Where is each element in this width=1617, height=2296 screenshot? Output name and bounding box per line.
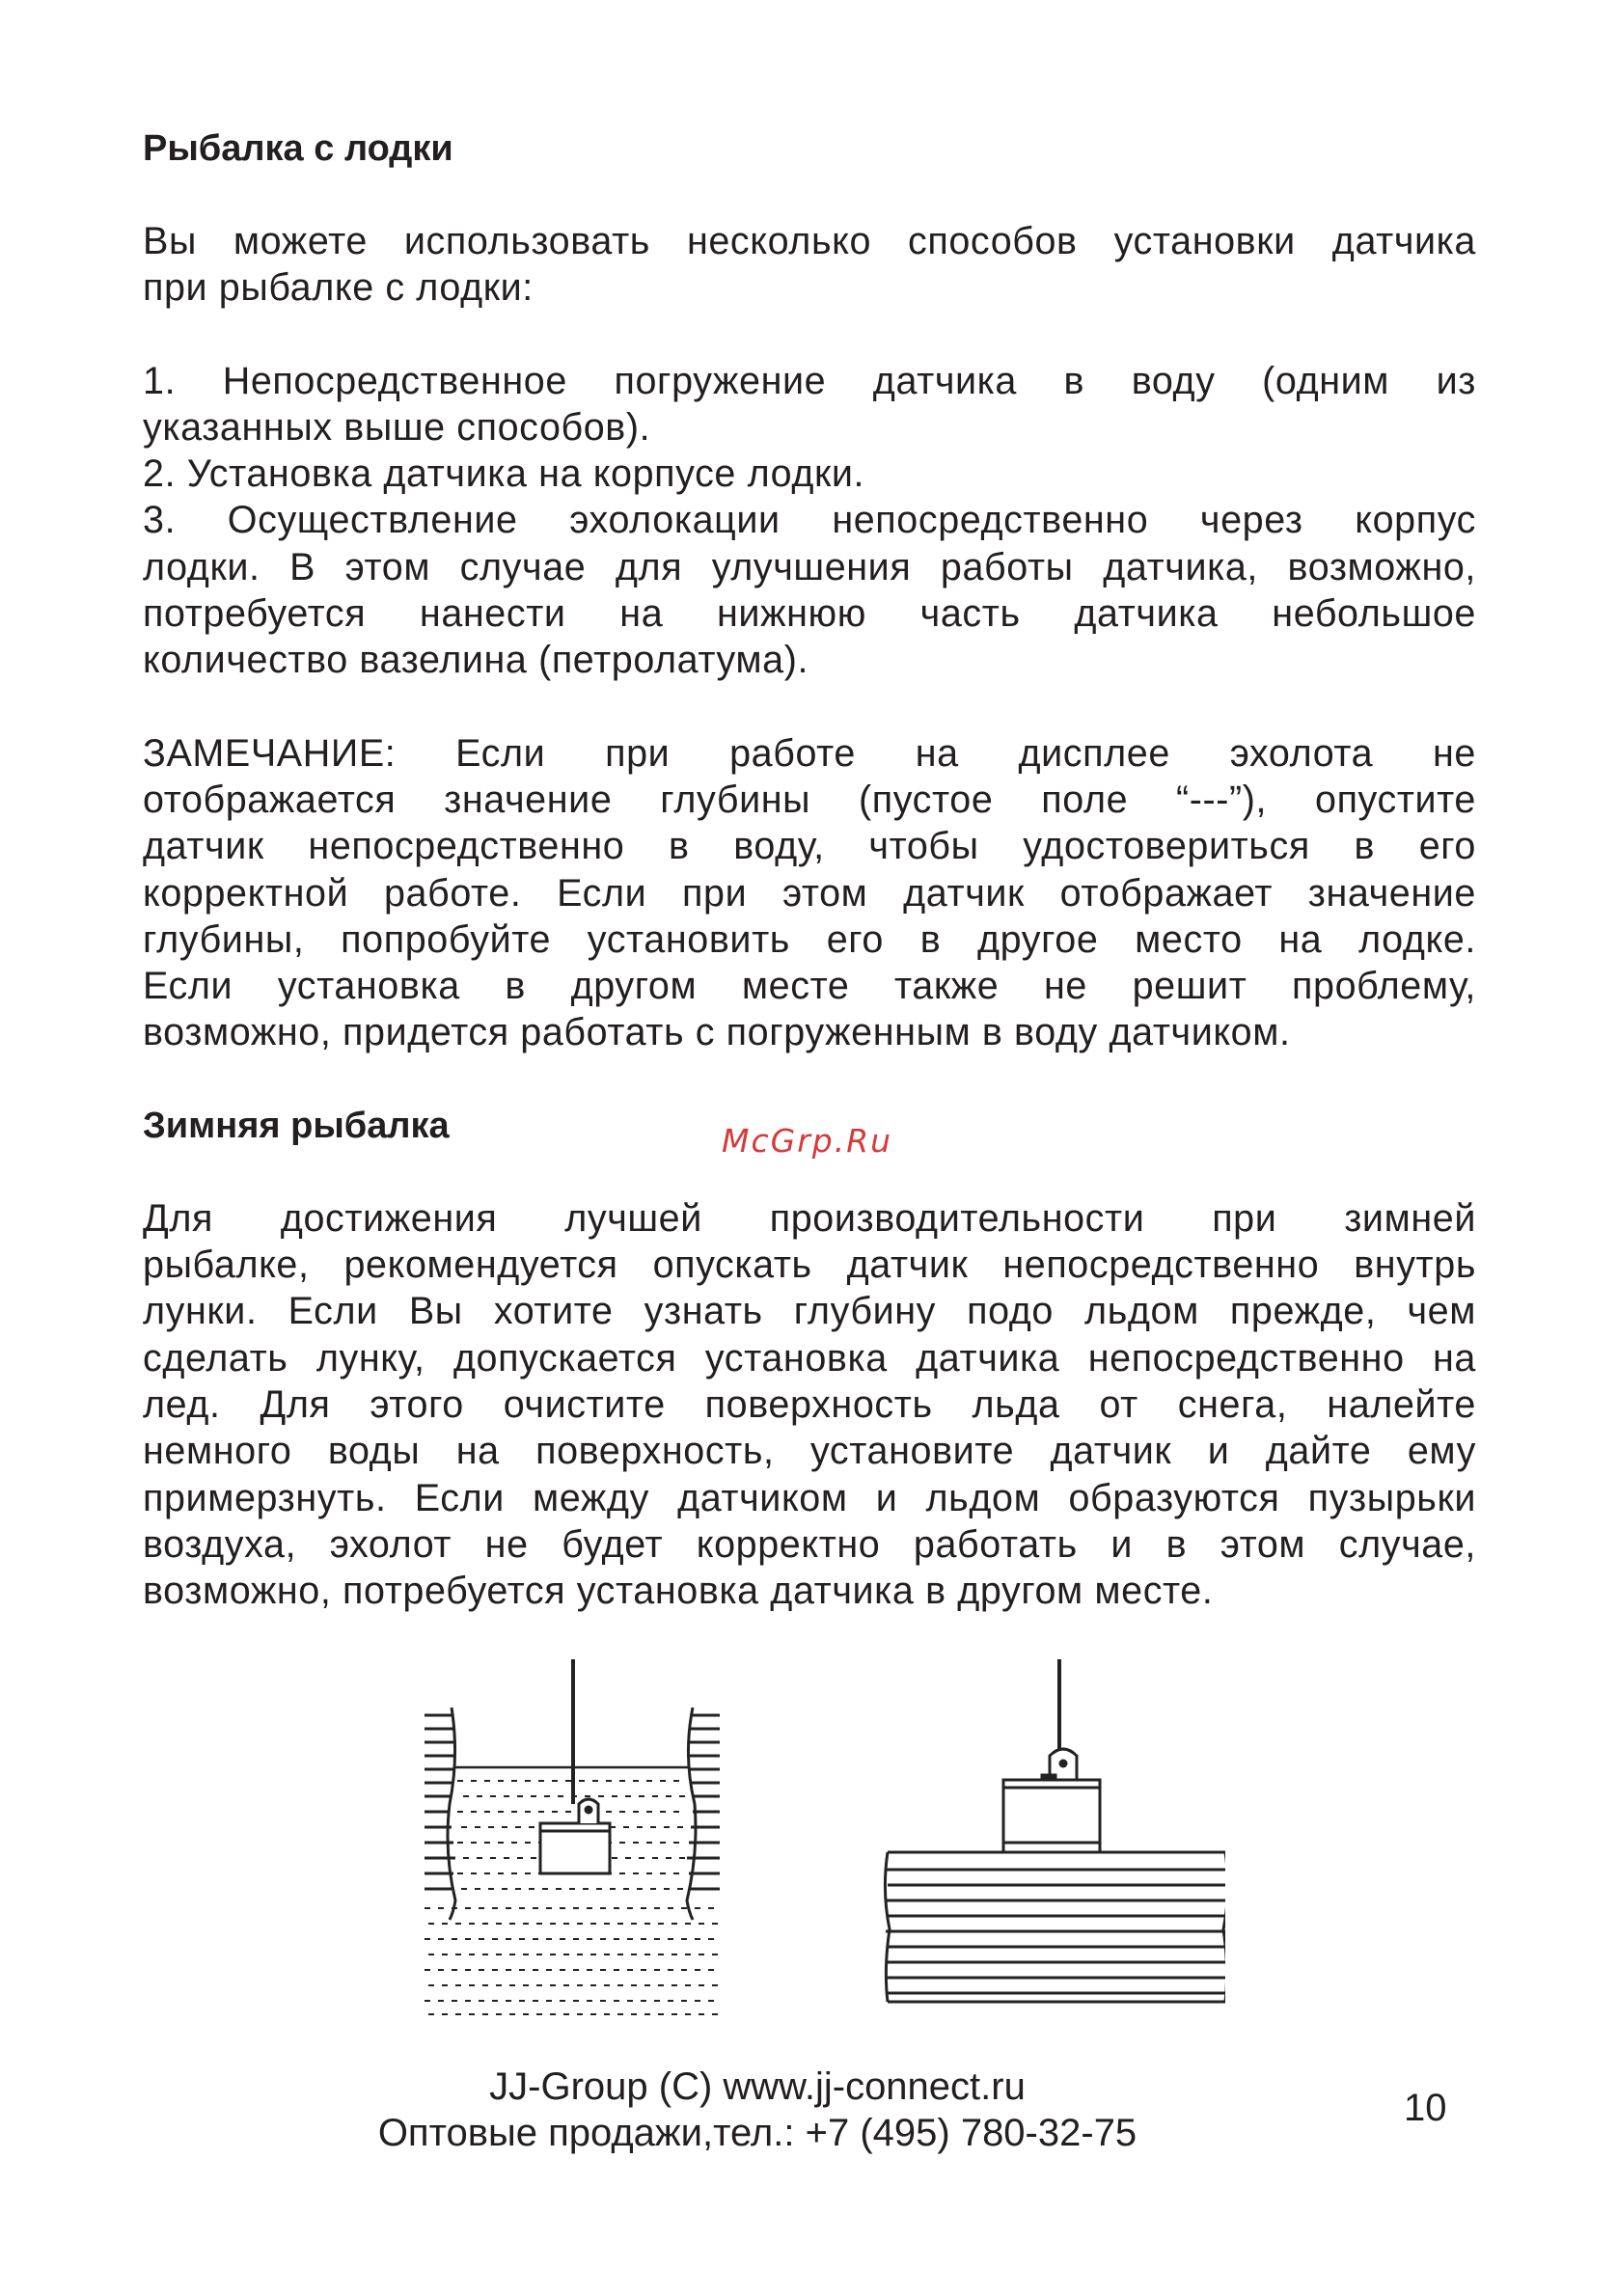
footer-phone: Оптовые продажи,тел.: +7 (495) 780-32-75 <box>377 2112 1137 2154</box>
winter-line: возможно, потребуется установка датчика в другом месте. <box>143 1570 1214 1613</box>
note-line: корректной работе. Если при этом датчик отображает значение <box>143 871 1476 915</box>
list-item-3-line: лодки. В этом случае для улучшения работы датчика, возможно, <box>143 545 1476 588</box>
page-number: 10 <box>1404 2087 1447 2129</box>
text-line: Вы можете использовать несколько способов установки датчика <box>143 220 1476 262</box>
footer-copyright: JJ-Group (C) www.jj-connect.ru <box>489 2065 1026 2108</box>
list-item-3-line: потребуется нанести на нижнюю часть датчика небольшое <box>143 592 1476 636</box>
winter-line: воздуха, эхолот не будет корректно работать и в этом случае, <box>143 1522 1476 1566</box>
illustrations-svg <box>425 1659 1225 2026</box>
winter-line: лунки. Если Вы хотите узнать глубину подо льдом прежде, чем <box>143 1290 1476 1333</box>
text-line: при рыбалке с лодки: <box>143 266 534 310</box>
list-item-2: 2. Установка датчика на корпусе лодки. <box>143 452 865 496</box>
boat-methods-list <box>143 358 1476 684</box>
note-line: отображается значение глубины (пустое поле “---”), опустите <box>143 778 1476 821</box>
water-pattern <box>425 1781 720 2014</box>
winter-line: лед. Для этого очистите поверхность льда от снега, налейте <box>143 1382 1476 1426</box>
transducer-illustrations <box>425 1659 1225 2026</box>
note-line: глубины, попробуйте установить его в другое место на лодке. <box>143 917 1476 961</box>
list-item-1-line: указанных выше способов). <box>143 405 651 449</box>
note-line: ЗАМЕЧАНИЕ: Если при работе на дисплее эхолота не <box>143 731 1476 775</box>
winter-line: Для достижения лучшей производительности при зимней <box>143 1196 1476 1240</box>
ice-block <box>885 1852 1225 2002</box>
note-paragraph <box>143 730 1476 1056</box>
heading-boat-fishing: Рыбалка с лодки <box>143 128 453 169</box>
watermark: McGrp.Ru <box>722 1121 893 1160</box>
winter-paragraph <box>143 1195 1476 1615</box>
list-item-3-line: количество вазелина (петролатума). <box>143 639 809 682</box>
note-line: возможно, придется работать с погруженным в воду датчиком. <box>143 1011 1291 1054</box>
list-item-3-line: 3. Осуществление эхолокации непосредственно через корпус <box>143 499 1476 542</box>
transducer-on-ice-illustration <box>885 1659 1225 2002</box>
page-content <box>143 125 1476 1614</box>
left-ice-wall <box>425 1708 455 1920</box>
winter-line: рыбалке, рекомендуется опускать датчик непосредственно внутрь <box>143 1244 1476 1287</box>
winter-line: немного воды на поверхность, установите датчик и дайте ему <box>143 1430 1476 1473</box>
note-line: датчик непосредственно в воду, чтобы удостовериться в его <box>143 825 1476 868</box>
heading-winter-fishing: Зимняя рыбалка <box>143 1105 450 1146</box>
winter-line: сделать лунку, допускается установка датчика непосредственно на <box>143 1336 1476 1380</box>
winter-heading-row <box>143 1103 1476 1160</box>
list-item-1-line: 1. Непосредственное погружение датчика в воду (одним из <box>143 359 1476 402</box>
transducer-in-hole-illustration <box>425 1659 720 2014</box>
note-line: Если установка в другом месте также не решит проблему, <box>143 965 1476 1008</box>
winter-line: примерзнуть. Если между датчиком и льдом образуются пузырьки <box>143 1476 1476 1519</box>
boat-intro-paragraph <box>143 218 1476 312</box>
right-ice-wall <box>687 1708 720 1920</box>
